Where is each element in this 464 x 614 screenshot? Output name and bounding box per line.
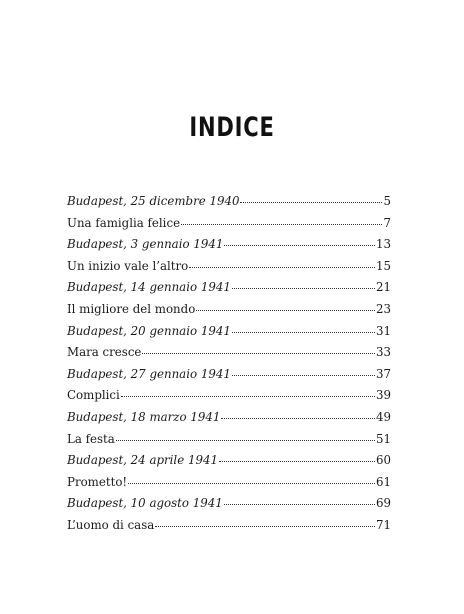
toc-entry — [67, 277, 391, 299]
toc-entry-title: Budapest, 10 agosto 1941 — [67, 496, 223, 511]
toc-entry-title: Il migliore del mondo — [67, 301, 196, 316]
toc-entry — [67, 450, 391, 472]
toc-entry-title: L’uomo di casa — [67, 517, 155, 532]
toc-entry-page-number: 31 — [375, 323, 391, 338]
dot-leader — [240, 202, 382, 203]
toc-entry-title: Budapest, 24 aprile 1941 — [67, 453, 218, 468]
toc-entry-page-number: 33 — [375, 345, 391, 360]
toc-entry — [67, 493, 391, 515]
toc-entry-page-number: 39 — [375, 388, 391, 403]
toc-entry — [67, 385, 391, 407]
toc-entry-page-number: 21 — [375, 280, 391, 295]
toc-entry — [67, 472, 391, 494]
dot-leader — [232, 332, 375, 333]
toc-entry — [67, 364, 391, 386]
dot-leader — [142, 353, 375, 354]
toc-entry — [67, 299, 391, 321]
toc-entry — [67, 213, 391, 235]
toc-entry — [67, 234, 391, 256]
toc-entry-title: Complici — [67, 388, 120, 403]
toc-entry-page-number: 7 — [383, 215, 391, 230]
toc-entry-title: Budapest, 14 gennaio 1941 — [67, 280, 231, 295]
toc-entry-page-number: 13 — [375, 237, 391, 252]
toc-entry-page-number: 37 — [375, 366, 391, 381]
toc-entry-page-number: 51 — [375, 431, 391, 446]
dot-leader — [155, 526, 375, 527]
toc-entry — [67, 515, 391, 537]
dot-leader — [189, 267, 375, 268]
toc-entry-title: Budapest, 20 gennaio 1941 — [67, 323, 231, 338]
toc-entry — [67, 429, 391, 451]
dot-leader — [221, 418, 375, 419]
toc-entry-title: Una famiglia felice — [67, 215, 181, 230]
toc-entry — [67, 191, 391, 213]
toc-entry-page-number: 71 — [375, 517, 391, 532]
dot-leader — [224, 245, 375, 246]
toc-entry-page-number: 5 — [383, 194, 391, 208]
dot-leader — [232, 375, 375, 376]
toc-entry-title: Un inizio vale l’altro — [67, 258, 189, 273]
toc-entry — [67, 256, 391, 278]
toc-entry-page-number: 69 — [375, 496, 391, 511]
dot-leader — [116, 440, 375, 441]
toc-entry — [67, 342, 391, 364]
toc-entry-page-number: 60 — [375, 453, 391, 468]
dot-leader — [224, 504, 375, 505]
dot-leader — [128, 483, 375, 484]
toc-entry — [67, 321, 391, 343]
dot-leader — [196, 310, 375, 311]
toc-entry-page-number: 61 — [375, 474, 391, 489]
dot-leader — [232, 288, 375, 289]
toc-entry-title: Budapest, 3 gennaio 1941 — [67, 237, 224, 252]
toc-entry-page-number: 49 — [375, 409, 391, 424]
toc-entry-page-number: 23 — [375, 301, 391, 316]
toc-entry-title: La festa — [67, 431, 115, 446]
toc-entry-title: Budapest, 25 dicembre 1940 — [67, 194, 240, 208]
dot-leader — [121, 396, 375, 397]
dot-leader — [181, 224, 382, 225]
toc-entry-page-number: 15 — [375, 258, 391, 273]
dot-leader — [219, 461, 375, 462]
toc-entry — [67, 407, 391, 429]
toc-entry-title: Mara cresce — [67, 345, 142, 360]
toc-entry-title: Prometto! — [67, 474, 128, 489]
page-title: INDICE — [189, 112, 275, 143]
toc-entry-title: Budapest, 27 gennaio 1941 — [67, 366, 231, 381]
table-of-contents — [67, 191, 391, 537]
toc-entry-title: Budapest, 18 marzo 1941 — [67, 409, 221, 424]
